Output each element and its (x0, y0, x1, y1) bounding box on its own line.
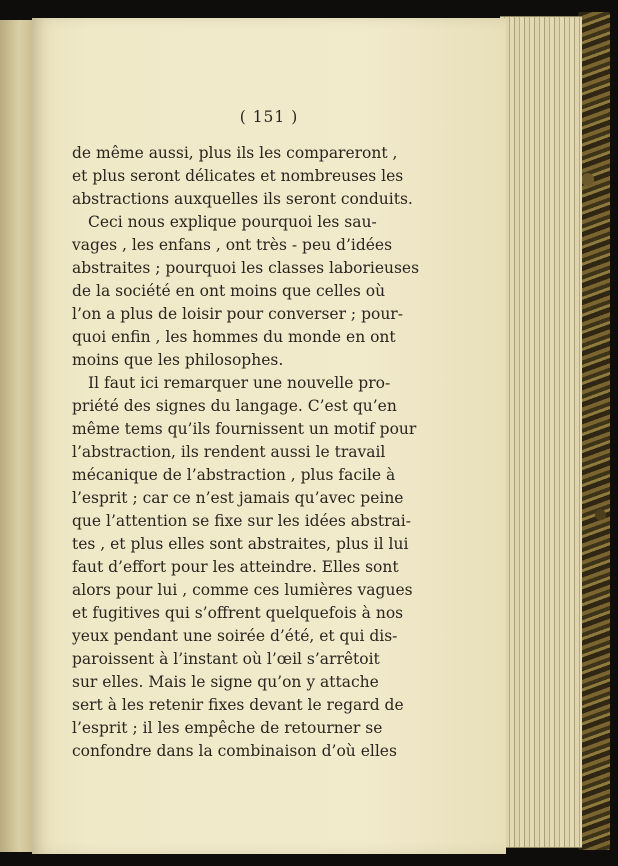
text-line: moins que les philosophes. (72, 351, 284, 369)
text-line: Il faut ici remarquer une nouvelle pro- (88, 374, 391, 392)
previous-page-edge (0, 20, 33, 852)
text-line: sur elles. Mais le signe qu’on y attache (72, 673, 379, 691)
text-line: l’on a plus de loisir pour converser ; pour- (72, 305, 403, 323)
page-number: ( 151 ) (239, 108, 299, 126)
text-line: abstractions auxquelles ils seront conduits. (72, 190, 413, 208)
text-line: quoi enfin , les hommes du monde en ont (72, 328, 396, 346)
text-line: priété des signes du langage. C’est qu’en (72, 397, 397, 415)
text-line: yeux pendant une soirée d’été, et qui dis- (72, 627, 398, 645)
text-line: sert à les retenir fixes devant le regard de (72, 696, 404, 714)
text-line: et plus seront délicates et nombreuses les (72, 167, 404, 185)
text-line: vages , les enfans , ont très - peu d’idées (72, 236, 393, 254)
page-stack-edges (500, 16, 582, 848)
text-line: Ceci nous explique pourquoi les sau- (88, 213, 377, 231)
text-line: de la société en ont moins que celles où (72, 282, 386, 300)
text-line: l’abstraction, ils rendent aussi le travail (72, 443, 386, 461)
text-line: paroissent à l’instant où l’œil s’arrêtoit (72, 650, 380, 668)
text-line: faut d’effort pour les atteindre. Elles sont (72, 558, 399, 576)
text-line: abstraites ; pourquoi les classes laborieuses (72, 259, 420, 277)
text-line: même tems qu’ils fournissent un motif pour (72, 420, 417, 438)
text-line: mécanique de l’abstraction , plus facile à (72, 466, 396, 484)
text-line: alors pour lui , comme ces lumières vagues (72, 581, 413, 599)
marbled-cover (578, 12, 610, 850)
text-line: que l’attention se fixe sur les idées abstrai- (72, 512, 411, 530)
text-line: et fugitives qui s’offrent quelquefois à nos (72, 604, 404, 622)
text-line: confondre dans la combinaison d’où elles (72, 742, 397, 760)
book-page (32, 18, 506, 854)
text-line: de même aussi, plus ils les compareront , (72, 144, 398, 162)
text-line: tes , et plus elles sont abstraites, plus il lui (72, 535, 409, 553)
text-line: l’esprit ; car ce n’est jamais qu’avec peine (72, 489, 404, 507)
text-line: l’esprit ; il les empêche de retourner se (72, 719, 383, 737)
